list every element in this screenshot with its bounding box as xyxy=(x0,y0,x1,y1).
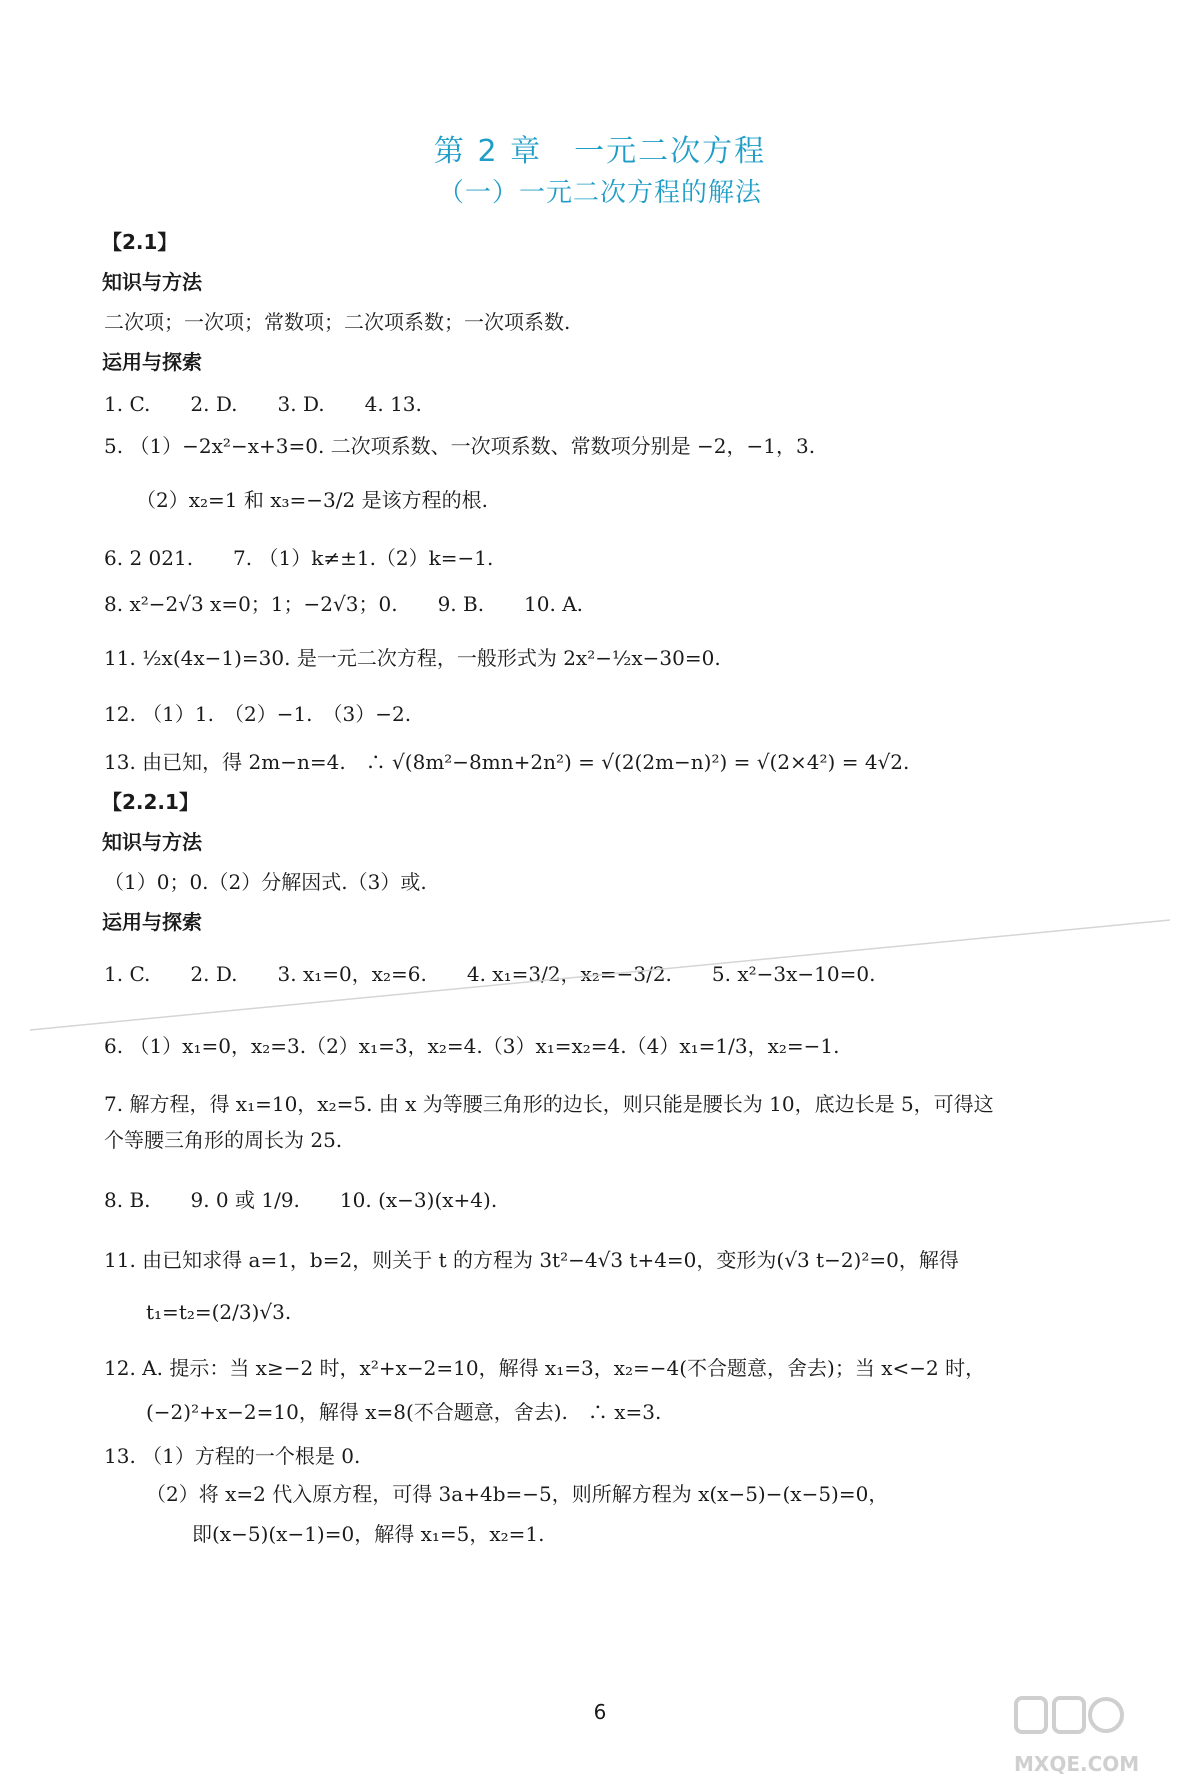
explore-heading: 运用与探索 xyxy=(102,910,202,934)
answer-line: 即(x−5)(x−1)=0，解得 x₁=5，x₂=1. xyxy=(192,1522,545,1546)
answer-line: (−2)²+x−2=10，解得 x=8(不合题意，舍去). ∴ x=3. xyxy=(146,1400,662,1424)
knowledge-heading: 知识与方法 xyxy=(102,830,202,854)
section-title: （一）一元二次方程的解法 xyxy=(437,178,762,208)
answer-line: 个等腰三角形的周长为 25. xyxy=(104,1128,343,1152)
answer-line: 1. C. 2. D. 3. x₁=0，x₂=6. 4. x₁=3/2，x₂=−3/2. 5. x²−3x−10=0. xyxy=(104,962,876,986)
answer-line: 12. （1）1. （2）−1. （3）−2. xyxy=(104,702,412,726)
explore-heading: 运用与探索 xyxy=(102,350,202,374)
answer-line: t₁=t₂=(2/3)√3. xyxy=(146,1300,292,1324)
answer-line: 8. x²−2√3 x=0；1；−2√3；0. 9. B. 10. A. xyxy=(104,592,584,616)
answer-line: 13. （1）方程的一个根是 0. xyxy=(104,1444,361,1468)
watermark-logo-icon xyxy=(1010,1690,1130,1760)
scan-line xyxy=(0,900,1200,1050)
answer-line: 6. （1）x₁=0，x₂=3.（2）x₁=3，x₂=4.（3）x₁=x₂=4.（4）x₁=1/3，x₂=−1. xyxy=(104,1034,840,1058)
page-number: 6 xyxy=(593,1700,607,1724)
knowledge-text: （1）0；0.（2）分解因式.（3）或. xyxy=(104,870,427,894)
answer-line: 6. 2 021. 7. （1）k≠±1.（2）k=−1. xyxy=(104,546,494,570)
answer-line: 13. 由已知，得 2m−n=4. ∴ √(8m²−8mn+2n²) = √(2(2m−n)²) = √(2×4²) = 4√2. xyxy=(104,750,910,774)
chapter-title: 第 2 章 一元二次方程 xyxy=(433,134,767,169)
answer-line: 1. C. 2. D. 3. D. 4. 13. xyxy=(104,392,422,416)
answer-line: 11. 由已知求得 a=1，b=2，则关于 t 的方程为 3t²−4√3 t+4=0，变形为(√3 t−2)²=0，解得 xyxy=(104,1248,959,1272)
answer-line: （2）将 x=2 代入原方程，可得 3a+4b=−5，则所解方程为 x(x−5)−(x−5)=0， xyxy=(146,1482,889,1506)
answer-line: 5. （1）−2x²−x+3=0. 二次项系数、一次项系数、常数项分别是 −2，−1，3. xyxy=(104,434,816,458)
answer-line: 8. B. 9. 0 或 1/9. 10. (x−3)(x+4). xyxy=(104,1188,498,1212)
answer-line: （2）x₂=1 和 x₃=−3/2 是该方程的根. xyxy=(136,488,488,512)
answer-line: 7. 解方程，得 x₁=10，x₂=5. 由 x 为等腰三角形的边长，则只能是腰长为 10，底边长是 5，可得这 xyxy=(104,1092,994,1116)
section-tag-2-2-1: 【2.2.1】 xyxy=(102,790,199,814)
knowledge-heading: 知识与方法 xyxy=(102,270,202,294)
answer-line: 12. A. 提示：当 x≥−2 时，x²+x−2=10，解得 x₁=3，x₂=−4(不合题意，舍去)；当 x<−2 时， xyxy=(104,1356,986,1380)
answer-line: 11. ½x(4x−1)=30. 是一元二次方程，一般形式为 2x²−½x−30=0. xyxy=(104,646,721,670)
knowledge-text: 二次项；一次项；常数项；二次项系数；一次项系数. xyxy=(104,310,571,334)
section-tag-2-1: 【2.1】 xyxy=(102,230,178,254)
watermark-text: MXQE.COM xyxy=(1014,1752,1140,1776)
